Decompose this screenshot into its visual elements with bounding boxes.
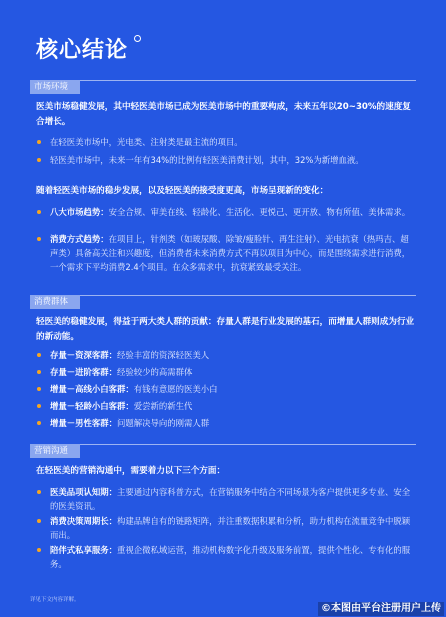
section-intro: 在轻医美的营销沟通中，需要着力以下三个方面： — [36, 466, 226, 476]
section-tag: 市场环境 — [30, 80, 80, 94]
list-item: 增量－高线小白客群：有钱有意愿的医美小白 — [50, 382, 414, 396]
watermark: ©本图由平台注册用户上传 — [318, 602, 444, 616]
list-item: 八大市场趋势：安全合规、审美在线、轻龄化、生活化、更悦己、更开放、物有所值、美体需求。 — [50, 205, 414, 219]
list-item: 在轻医美市场中，光电类、注射类是最主流的项目。 — [50, 135, 414, 149]
list-item: 增量－轻龄小白客群：爱尝新的新生代 — [50, 399, 414, 413]
list-item: 增量－男性客群：问题解决导向的刚需人群 — [50, 416, 414, 430]
list-item: 陪伴式私享服务：重视企微私域运营，推动机构数字化升级及服务前置，提供个性化、专有化的服务。 — [50, 543, 414, 571]
section-intro-2: 随着轻医美市场的稳步发展，以及轻医美的接受度更高，市场呈现新的变化： — [36, 186, 329, 196]
page-title: 核心结论 — [36, 38, 129, 63]
list-item: 消费决策周期长：构建品牌自有的链路矩阵，并注重数据积累和分析，助力机构在流量竞争中脱颖而出。 — [50, 514, 414, 542]
section-consumers — [30, 295, 416, 436]
section-market — [30, 80, 416, 281]
section-tag: 消费群体 — [30, 295, 80, 309]
section-intro: 医美市场稳健发展，其中轻医美市场已成为医美市场中的重要构成，未来五年以20~30%的速度复合增长。 — [36, 102, 411, 127]
list-item: 存量－资深客群：经验丰富的资深轻医美人 — [50, 348, 414, 362]
list-item: 医美品项认知期：主要通过内容科普方式，在营销服务中结合不同场景为客户提供更多专业、安全的医美资讯。 — [50, 485, 414, 513]
section-intro: 轻医美的稳健发展，得益于两大类人群的贡献：存量人群是行业发展的基石，而增量人群则成为行业的新动能。 — [36, 317, 415, 342]
section-tag: 营销沟通 — [30, 444, 80, 458]
list-item: 消费方式趋势：在项目上，针剂类（如玻尿酸、除皱/瘦脸针、再生注射）、光电抗衰（热玛吉、超声类）具备高关注和兴趣度，但消费者未来消费方式不再以项目为中心，而是围绕需求进行消费，一个需求下平均消费2.4个项目。在众多需求中，抗衰紧致最受关注。 — [50, 232, 414, 274]
list-item: 轻医美市场中，未来一年有34%的比例有轻医美消费计划，其中，32%为新增血液。 — [50, 153, 414, 167]
section-marketing — [30, 444, 416, 585]
footnote: 详见下文内容详解。 — [30, 597, 80, 603]
list-item: 存量－进阶客群：经验较少的高需群体 — [50, 365, 414, 379]
title-circle-icon — [134, 35, 141, 42]
